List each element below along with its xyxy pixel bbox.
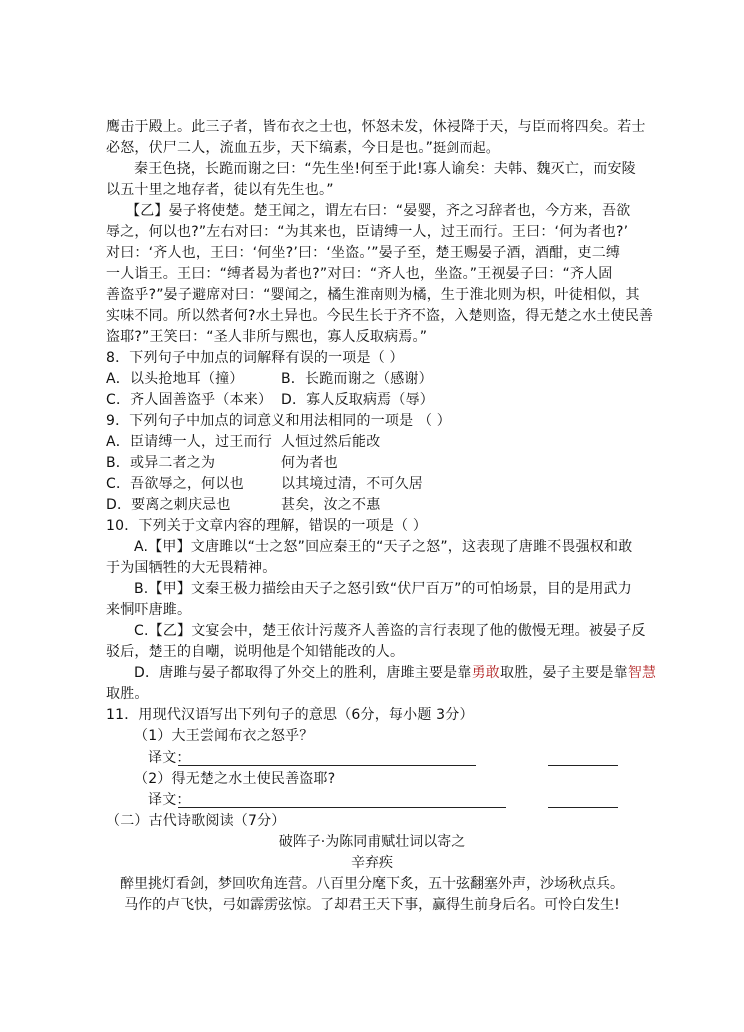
section-heading: （二）古代诗歌阅读（7分） [106,813,286,829]
passage-line: 鹰击于殿上。此三子者，皆布衣之士也，怀怒未发，休祲降于天，与臣而将四矣。若士 [106,119,646,135]
passage-line: 辱之，何以也?”左右对曰：“为其来也，臣请缚一人，过王而行。王曰：‘何为者也?’ [106,224,629,240]
q11-sentence-2: （2）得无楚之水土使民善盗耶? [134,771,336,787]
question-9-stem: 9．下列句子中加点的词意义和用法相同的一项是 （ ） [106,413,452,429]
q8-option-d: D．寡人反取病焉（辱） [281,392,434,408]
answer-line-1a[interactable] [178,765,476,766]
passage-line: 以五十里之地存者，徒以有先生也。” [106,182,334,198]
q10-d-text: D．唐雎与晏子都取得了外交上的胜利，唐雎主要是靠 [134,665,472,681]
q10-d-highlight: 勇敢 [471,665,500,681]
q10-option-d [134,663,656,684]
answer-line-2a[interactable] [178,807,506,808]
q10-option-a-cont: 于为国牺牲的大无畏精神。 [106,560,277,576]
q9-option-a: A．臣请缚一人，过王而行 [106,434,272,450]
poem-line-2: 马作的卢飞快，弓如霹雳弦惊。了却君王天下事，赢得生前身后名。可怜白发生! [124,897,620,913]
q9-option-b-compare: 何为者也 [281,455,338,471]
q11-translation-label-2: 译文： [148,792,191,808]
answer-line-2b[interactable] [548,807,618,808]
q8-option-a: A．以头抢地耳（撞） [106,371,244,387]
passage-note: 挺剑而起。 [433,141,500,156]
q10-option-d-cont: 取胜。 [106,686,149,702]
q9-option-c: C．吾欲辱之，何以也 [106,476,244,492]
q10-option-c-cont: 驳后，楚王的自嘲，说明他是个知错能改的人。 [106,644,405,660]
q9-option-b: B．或异二者之为 [106,455,216,471]
q8-option-c: C．齐人固善盗乎（本来） [106,392,273,408]
passage-line [106,138,499,159]
q9-option-d: D．要离之刺庆忌也 [106,497,231,513]
passage-line: 实味不同。所以然者何?水土异也。今民生长于齐不盗，入楚则盗，得无楚之水土使民善 [106,308,654,324]
answer-line-1b[interactable] [548,765,618,766]
question-10-stem: 10．下列关于文章内容的理解，错误的一项是（ ） [106,518,428,534]
q11-sentence-1: （1）大王尝闻布衣之怒乎？ [134,728,314,744]
passage-text: 必怒，伏尸二人，流血五步，天下缟素，今日是也。” [106,140,434,156]
q11-translation-label-1: 译文： [148,750,191,766]
poem-author: 辛弃疾 [351,855,393,871]
q10-option-a: A.【甲】文唐雎以“士之怒”回应秦王的“天子之怒”，这表现了唐雎不畏强权和敢 [134,539,633,555]
passage-line: 盗耶?”王笑曰：“圣人非所与熙也，寡人反取病焉。” [106,329,428,345]
poem-line-1: 醉里挑灯看剑，梦回吹角连营。八百里分麾下炙，五十弦翻塞外声，沙场秋点兵。 [120,876,624,892]
poem-title: 破阵子·为陈同甫赋壮词以寄之 [278,834,466,850]
q9-option-d-compare: 甚矣，汝之不惠 [281,497,381,513]
q10-d-text: 取胜，晏子主要是靠 [500,665,628,681]
question-8-stem: 8．下列句子中加点的词解释有误的一项是（ ） [106,350,404,366]
q8-option-b: B．长跪而谢之（感谢） [281,371,433,387]
passage-line: 秦王色挠，长跪而谢之曰：“先生坐!何至于此!寡人谕矣：夫韩、魏灭亡，而安陵 [134,161,636,177]
q9-option-a-compare: 人恒过然后能改 [281,434,381,450]
q10-d-highlight: 智慧 [627,665,657,681]
q9-option-c-compare: 以其境过清，不可久居 [281,476,423,492]
q10-option-b-cont: 来恫吓唐雎。 [106,602,192,618]
passage-line: 善盗乎?”晏子避席对曰：“婴闻之，橘生淮南则为橘，生于淮北则为枳，叶徒相似，其 [106,287,640,303]
q10-option-c: C.【乙】文宴会中，楚王依计污蔑齐人善盗的言行表现了他的傲慢无理。被晏子反 [134,623,646,639]
q10-option-b: B.【甲】文秦王极力描绘由天子之怒引致“伏尸百万”的可怕场景，目的是用武力 [134,581,632,597]
passage-line: 对曰：‘齐人也，王曰：‘何坐?’曰：‘坐盗。’”晏子至，楚王赐晏子酒，酒酣，吏二缚 [106,245,621,261]
question-11-stem: 11．用现代汉语写出下列句子的意思（6分，每小题 3分） [106,707,474,723]
passage-line: 【乙】晏子将使楚。楚王闻之，谓左右曰：“晏婴，齐之习辞者也，今方来，吾欲 [126,203,631,219]
passage-line: 一人诣王。王曰：“缚者曷为者也?”对曰：“齐人也，坐盗。”王视晏子曰：“齐人固 [106,266,613,282]
